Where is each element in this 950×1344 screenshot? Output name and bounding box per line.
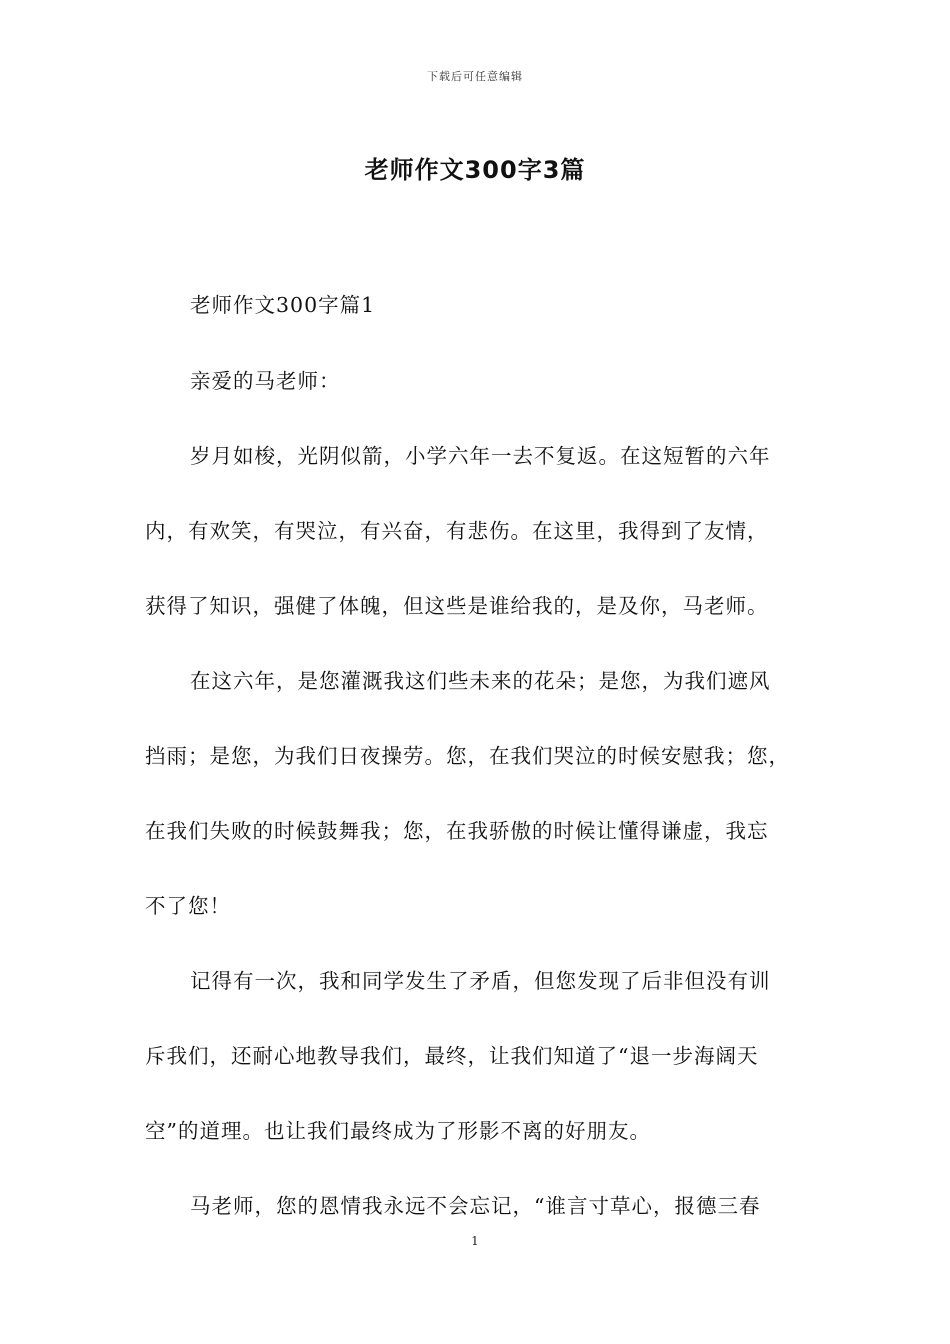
paragraph-line: 挡雨；是您，为我们日夜操劳。您，在我们哭泣的时候安慰我；您， [145,744,790,768]
paragraph-line: 在我们失败的时候鼓舞我；您，在我骄傲的时候让懂得谦虚，我忘 [145,819,769,843]
paragraph-line: 内，有欢笑，有哭泣，有兴奋，有悲伤。在这里，我得到了友情， [145,519,769,543]
paragraph-line: 记得有一次，我和同学发生了矛盾，但您发现了后非但没有训 [190,969,771,993]
paragraph-line: 获得了知识，强健了体魄，但这些是谁给我的，是及你，马老师。 [145,594,769,618]
paragraph-line: 不了您！ [145,894,231,918]
paragraph-line: 空”的道理。也让我们最终成为了形影不离的好朋友。 [145,1119,651,1143]
document-title: 老师作文300字3篇 [364,156,586,184]
header-note: 下载后可任意编辑 [427,70,523,83]
page-number: 1 [471,1234,479,1248]
section-heading: 老师作文300字篇1 [190,293,376,317]
paragraph-line: 斥我们，还耐心地教导我们，最终，让我们知道了“退一步海阔天 [145,1044,759,1068]
paragraph-line: 马老师，您的恩情我永远不会忘记，“谁言寸草心，报德三春 [190,1194,761,1218]
paragraph-line: 在这六年，是您灌溉我这们些未来的花朵；是您，为我们遮风 [190,669,771,693]
paragraph-line: 岁月如梭，光阴似箭，小学六年一去不复返。在这短暂的六年 [190,444,771,468]
salutation: 亲爱的马老师： [190,369,341,393]
